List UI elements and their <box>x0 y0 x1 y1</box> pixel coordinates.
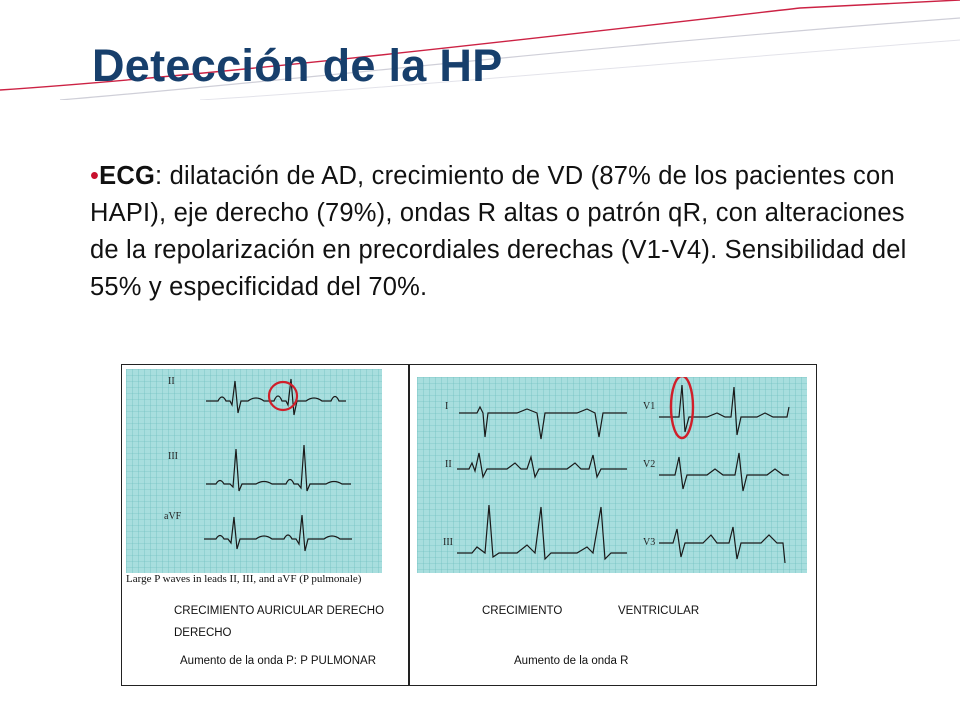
figure-divider <box>408 365 410 685</box>
caption-english: Large P waves in leads II, III, and aVF (P pulmonale) <box>126 573 362 585</box>
bullet-body: : dilatación de AD, crecimiento de VD (87% de los pacientes con HAPI), eje derecho (79%), ondas R altas o patrón qR, con alteraciones de la repolarización en precordiales derechas (V1-V4). Sensibilidad del 55% y especificidad del 70%. <box>90 162 907 301</box>
left-panel-title-line1: CRECIMIENTO AURICULAR DERECHO <box>174 605 385 617</box>
ecg-panel-ventricular <box>417 377 807 573</box>
lead-label-v1: V1 <box>643 401 656 412</box>
lead-label-avf: aVF <box>164 511 182 522</box>
lead-label-iii-right: III <box>443 537 453 548</box>
lead-label-i: I <box>445 401 449 412</box>
page-title: Detección de la HP <box>92 40 503 91</box>
lead-label-iii: III <box>168 451 178 462</box>
left-panel-subtitle: Aumento de la onda P: P PULMONAR <box>180 655 377 667</box>
lead-label-v2: V2 <box>643 459 656 470</box>
ecg-panel-atrial <box>126 369 382 573</box>
lead-label-ii: II <box>168 376 175 387</box>
right-panel-title-part1: CRECIMIENTO <box>482 605 563 617</box>
lead-label-ii-right: II <box>445 459 452 470</box>
bullet-marker: • <box>90 162 100 190</box>
left-panel-title-line2: DERECHO <box>174 627 232 639</box>
ecg-figure <box>121 364 817 686</box>
right-panel-title-part2: VENTRICULAR <box>618 605 700 617</box>
bullet-term: ECG <box>99 162 155 190</box>
bullet-paragraph <box>90 158 920 306</box>
right-panel-subtitle: Aumento de la onda R <box>514 655 629 667</box>
lead-label-v3: V3 <box>643 537 656 548</box>
